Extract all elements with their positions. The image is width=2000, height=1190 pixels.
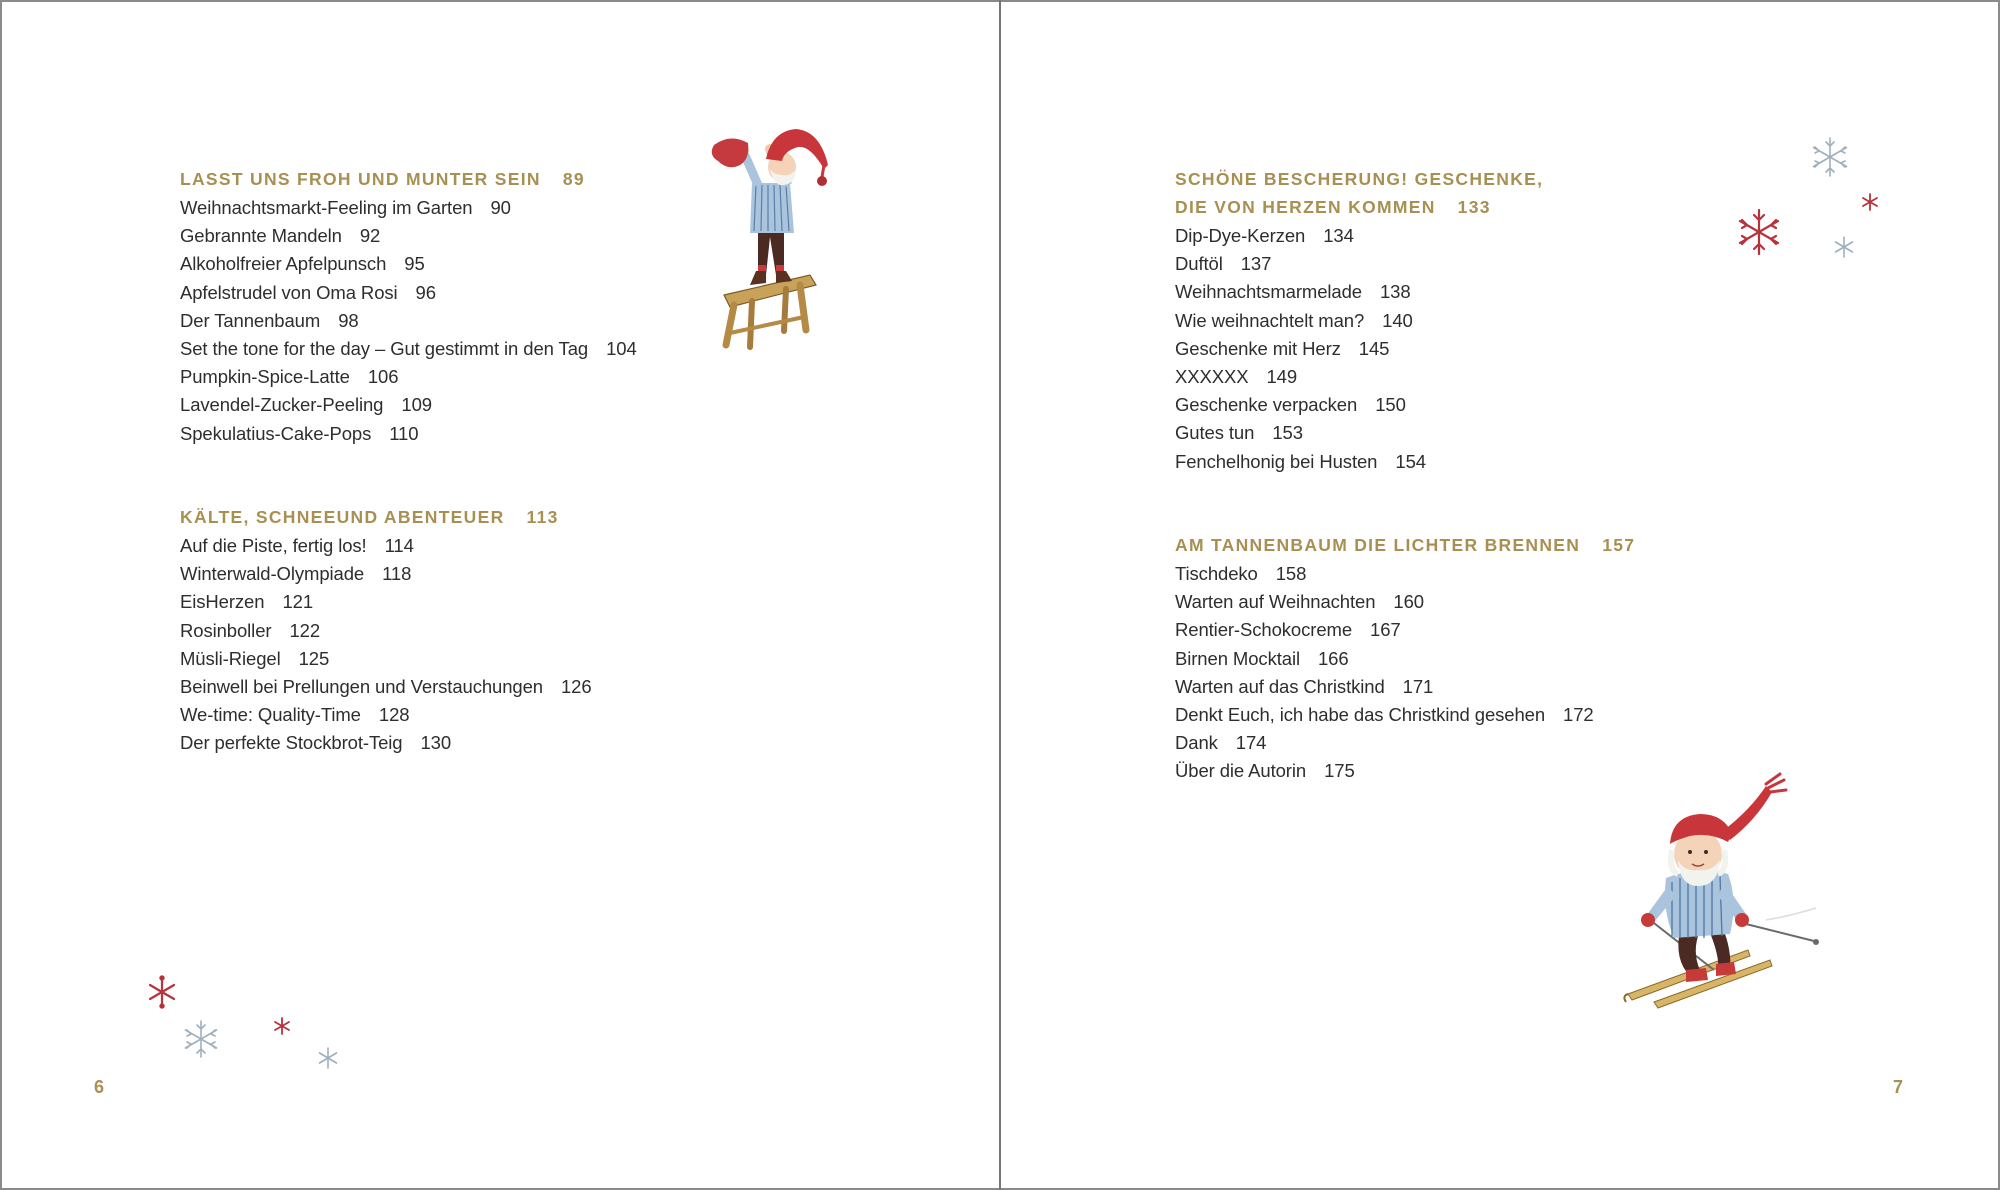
toc-section-right-2 bbox=[1175, 531, 1635, 786]
toc-entry: Dank 174 bbox=[1175, 732, 1267, 754]
toc-entry: Denkt Euch, ich habe das Christkind gesehen 172 bbox=[1175, 704, 1594, 726]
snowflake-icon bbox=[1860, 192, 1880, 212]
toc-entry: Der Tannenbaum 98 bbox=[180, 309, 359, 331]
snowflake-icon bbox=[146, 976, 178, 1008]
toc-entry: Warten auf das Christkind 171 bbox=[1175, 675, 1434, 697]
toc-entry: Rosinboller 122 bbox=[180, 619, 321, 641]
toc-section-right-1 bbox=[1175, 165, 1543, 476]
toc-entry: Über die Autorin 175 bbox=[1175, 760, 1355, 782]
toc-entry: Dip-Dye-Kerzen 134 bbox=[1175, 225, 1354, 246]
section-heading: KÄLTE, SCHNEEUND ABENTEUER 113 bbox=[180, 507, 559, 527]
toc-entry: Birnen Mocktail 166 bbox=[1175, 647, 1349, 669]
toc-entry: Winterwald-Olympiade 118 bbox=[180, 563, 412, 585]
toc-entry: Der perfekte Stockbrot-Teig 130 bbox=[180, 732, 452, 754]
toc-section-left-2 bbox=[180, 503, 592, 758]
toc-entry: Gutes tun 153 bbox=[1175, 422, 1303, 444]
toc-entry: Pumpkin-Spice-Latte 106 bbox=[180, 366, 399, 388]
snowflake-icon bbox=[1832, 235, 1856, 259]
snowflake-icon bbox=[1734, 207, 1784, 257]
toc-entry: Gebrannte Mandeln 92 bbox=[180, 225, 381, 247]
toc-entry: XXXXXX 149 bbox=[1175, 366, 1298, 388]
toc-entry: Spekulatius-Cake-Pops 110 bbox=[180, 422, 419, 444]
toc-entry: Duftöl 137 bbox=[1175, 253, 1272, 275]
toc-entry: Wie weihnachtelt man? 140 bbox=[1175, 309, 1413, 331]
toc-entry: Fenchelhonig bei Husten 154 bbox=[1175, 450, 1426, 472]
toc-entry: Lavendel-Zucker-Peeling 109 bbox=[180, 394, 432, 416]
page-gutter bbox=[999, 0, 1001, 1190]
toc-entry: Beinwell bei Prellungen und Verstauchungen 126 bbox=[180, 676, 592, 698]
toc-entry: Warten auf Weihnachten 160 bbox=[1175, 591, 1424, 613]
snowflake-icon bbox=[180, 1018, 222, 1060]
toc-entry: Geschenke mit Herz 145 bbox=[1175, 337, 1390, 359]
section-heading-line-2: DIE VON HERZEN KOMMEN 133 bbox=[1175, 197, 1491, 217]
snowflake-icon bbox=[316, 1046, 340, 1070]
snowflake-icon bbox=[272, 1016, 292, 1036]
stool-icon bbox=[724, 275, 816, 347]
toc-section-left-1 bbox=[180, 165, 637, 448]
gnome-skiing-illustration bbox=[1620, 770, 1830, 1010]
toc-entry: Müsli-Riegel 125 bbox=[180, 647, 330, 669]
toc-entry: Apfelstrudel von Oma Rosi 96 bbox=[180, 281, 436, 303]
toc-entry: Tischdeko 158 bbox=[1175, 563, 1307, 584]
gnome-on-stool-illustration bbox=[700, 125, 840, 360]
toc-entry: EisHerzen 121 bbox=[180, 591, 314, 613]
toc-entry: Alkoholfreier Apfelpunsch 95 bbox=[180, 253, 425, 275]
toc-entry: We-time: Quality-Time 128 bbox=[180, 704, 410, 726]
toc-entry: Set the tone for the day – Gut gestimmt in den Tag 104 bbox=[180, 338, 637, 360]
section-heading: SCHÖNE BESCHERUNG! GESCHENKE, bbox=[1175, 169, 1544, 189]
toc-entry: Weihnachtsmarkt-Feeling im Garten 90 bbox=[180, 197, 511, 218]
snowflake-icon bbox=[1808, 135, 1852, 179]
page-number-left: 6 bbox=[94, 1077, 105, 1097]
section-heading: LASST UNS FROH UND MUNTER SEIN 89 bbox=[180, 169, 585, 189]
section-heading: AM TANNENBAUM DIE LICHTER BRENNEN 157 bbox=[1175, 535, 1636, 555]
page-number-right: 7 bbox=[1893, 1077, 1904, 1097]
toc-entry: Weihnachtsmarmelade 138 bbox=[1175, 281, 1411, 303]
toc-entry: Geschenke verpacken 150 bbox=[1175, 394, 1406, 416]
toc-entry: Auf die Piste, fertig los! 114 bbox=[180, 535, 414, 556]
toc-entry: Rentier-Schokocreme 167 bbox=[1175, 619, 1401, 641]
